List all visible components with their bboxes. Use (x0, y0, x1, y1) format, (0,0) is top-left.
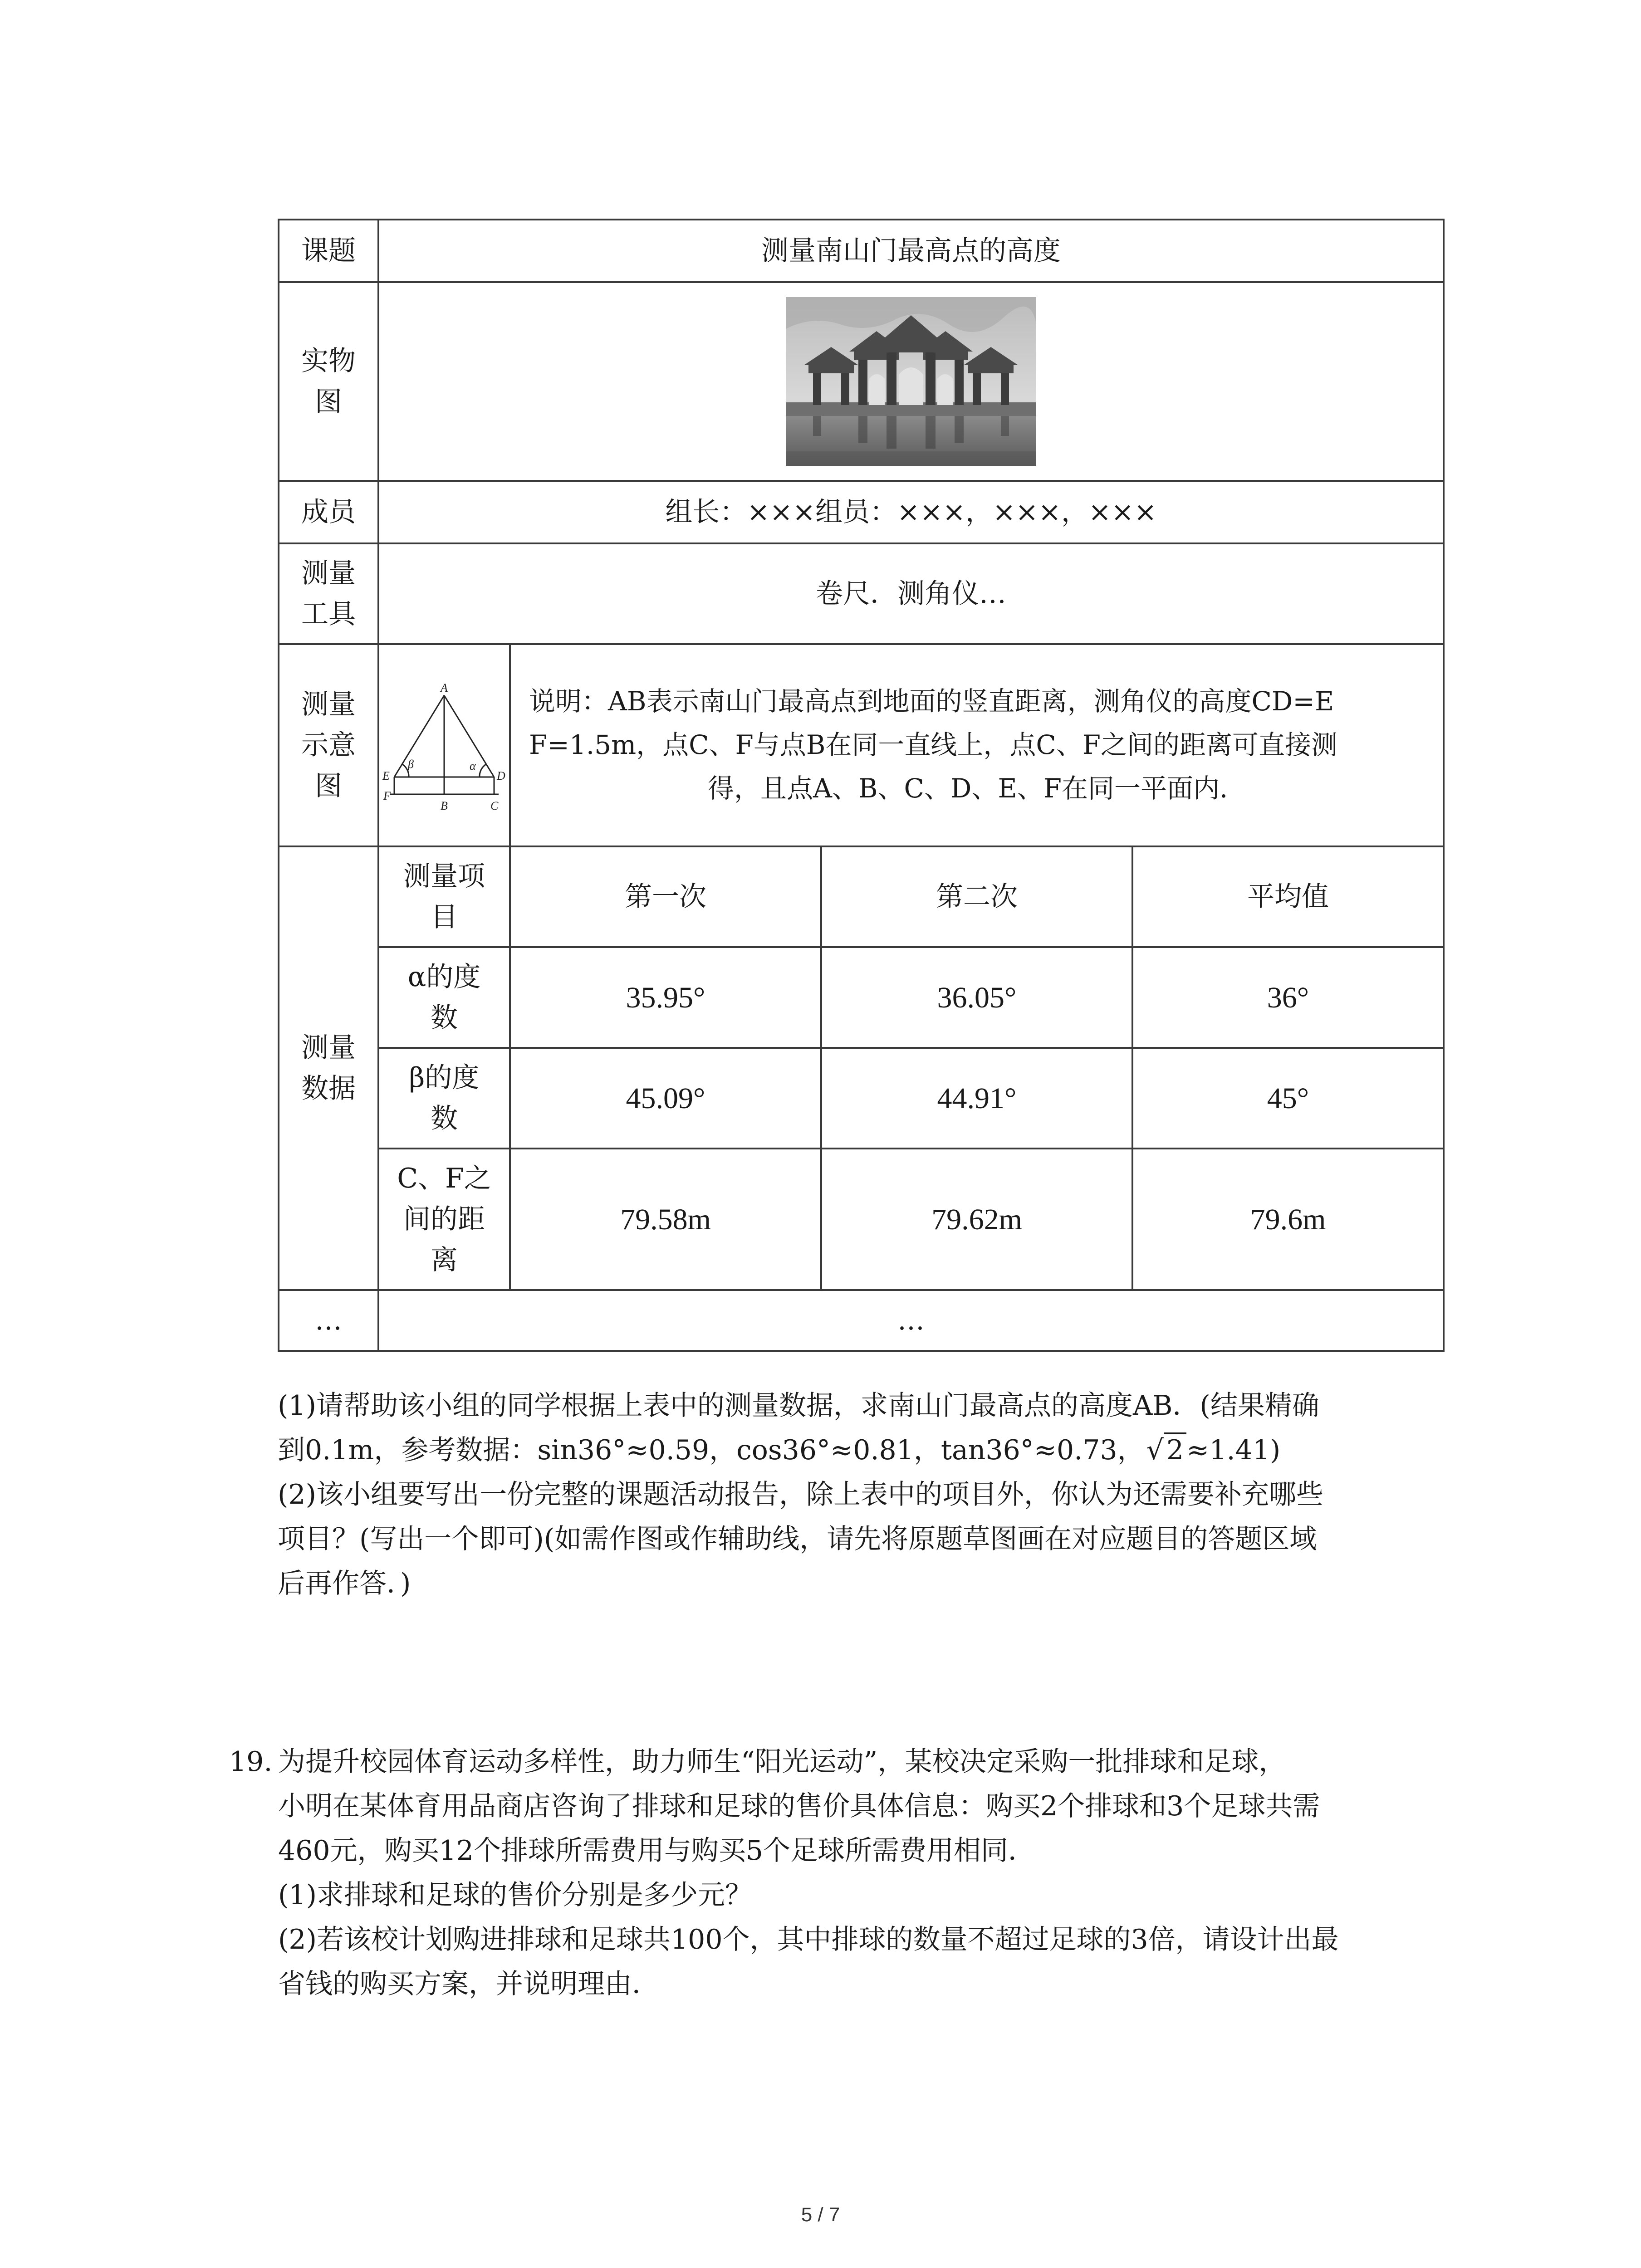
q18-part1-line1: (1)请帮助该小组的同学根据上表中的测量数据，求南山门最高点的高度AB．(结果精确 (278, 1390, 1319, 1422)
point-b-label: B (441, 799, 448, 812)
row-tools (279, 543, 1444, 644)
tools-label: 测量 工具 (279, 543, 378, 644)
cell-alpha-first: 35.95° (510, 947, 821, 1048)
header-item: 测量项 目 (378, 846, 510, 947)
point-f-label: F (383, 789, 391, 802)
row-members (279, 481, 1444, 543)
row-label-alpha: α的度 数 (378, 947, 510, 1048)
point-c-label: C (490, 799, 499, 812)
row-ellipsis (279, 1290, 1444, 1351)
data-label: 测量 数据 (279, 846, 378, 1290)
cell-distance-second: 79.62m (821, 1149, 1132, 1290)
row-label-distance: C、F之 间的距 离 (378, 1149, 510, 1290)
row-data-headers (279, 846, 1444, 947)
row-distance (279, 1149, 1444, 1290)
cell-distance-first: 79.58m (510, 1149, 821, 1290)
row-topic (279, 220, 1444, 282)
question-19 (229, 1740, 1450, 2006)
members-label: 成员 (279, 481, 378, 543)
q19-line3: 460元，购买12个排球所需费用与购买5个足球所需费用相同． (278, 1835, 1036, 1867)
q19-line1: 为提升校园体育运动多样性，助力师生“阳光运动”，某校决定采购一批排球和足球， (278, 1746, 1286, 1778)
question-18-parts (278, 1383, 1448, 1606)
archway-photo (786, 297, 1036, 466)
activity-report-table (278, 219, 1445, 1352)
diagram-label: 测量 示意 图 (279, 644, 378, 846)
cell-beta-first: 45.09° (510, 1048, 821, 1149)
topic-value: 测量南山门最高点的高度 (378, 220, 1444, 282)
cell-beta-second: 44.91° (821, 1048, 1132, 1149)
cell-alpha-average: 36° (1132, 947, 1444, 1048)
header-second: 第二次 (821, 846, 1132, 947)
row-diagram (279, 644, 1444, 846)
q19-line4: (1)求排球和足球的售价分别是多少元？ (278, 1879, 752, 1911)
photo-label: 实物 图 (279, 282, 378, 481)
q19-line2: 小明在某体育用品商店咨询了排球和足球的售价具体信息：购买2个排球和3个足球共需 (278, 1790, 1320, 1822)
row-photo (279, 282, 1444, 481)
ellipsis-left: … (279, 1290, 378, 1351)
ellipsis-right: … (378, 1290, 1444, 1351)
cell-distance-average: 79.6m (1132, 1149, 1444, 1290)
header-average: 平均值 (1132, 846, 1444, 947)
q19-line5: (2)若该校计划购进排球和足球共100个，其中排球的数量不超过足球的3倍，请设计出最 (278, 1924, 1339, 1955)
sqrt-symbol: √ 2 (1145, 1428, 1186, 1472)
point-e-label: E (382, 769, 390, 782)
diagram-description: 说明：AB表示南山门最高点到地面的竖直距离，测角仪的高度CD=E F=1.5m，点C、F与点B在同一直线上，点C、F之间的距离可直接测 得，且点A、B、C、D、E、F在同一平面内． (510, 644, 1444, 846)
point-a-label: A (441, 681, 448, 694)
point-d-label: D (497, 769, 505, 782)
tools-value: 卷尺．测角仪… (378, 543, 1444, 644)
row-label-beta: β的度 数 (378, 1048, 510, 1149)
row-alpha (279, 947, 1444, 1048)
q18-part2-line2: 项目？(写出一个即可)(如需作图或作辅助线，请先将原题草图画在对应题目的答题区域 (278, 1523, 1317, 1555)
question-19-number: 19. (229, 1746, 273, 1778)
measurement-diagram (381, 677, 508, 813)
alpha-label: α (470, 759, 476, 772)
row-beta (279, 1048, 1444, 1149)
cell-alpha-second: 36.05° (821, 947, 1132, 1048)
header-first: 第一次 (510, 846, 821, 947)
topic-label: 课题 (279, 220, 378, 282)
cell-beta-average: 45° (1132, 1048, 1444, 1149)
q18-part2-line1: (2)该小组要写出一份完整的课题活动报告，除上表中的项目外，你认为还需要补充哪些 (278, 1479, 1323, 1510)
q18-part1-line2: 到0.1m，参考数据：sin36°≈0.59，cos36°≈0.81，tan36°≈0.73，√ 2 ≈1.41) (278, 1428, 1448, 1472)
beta-label: β (408, 758, 414, 771)
q19-line6: 省钱的购买方案，并说明理由． (278, 1968, 659, 2000)
page-number: 5 / 7 (801, 2204, 840, 2226)
members-value: 组长：×××组员：×××，×××，××× (378, 481, 1444, 543)
q18-part2-line3: 后再作答．) (278, 1568, 411, 1599)
